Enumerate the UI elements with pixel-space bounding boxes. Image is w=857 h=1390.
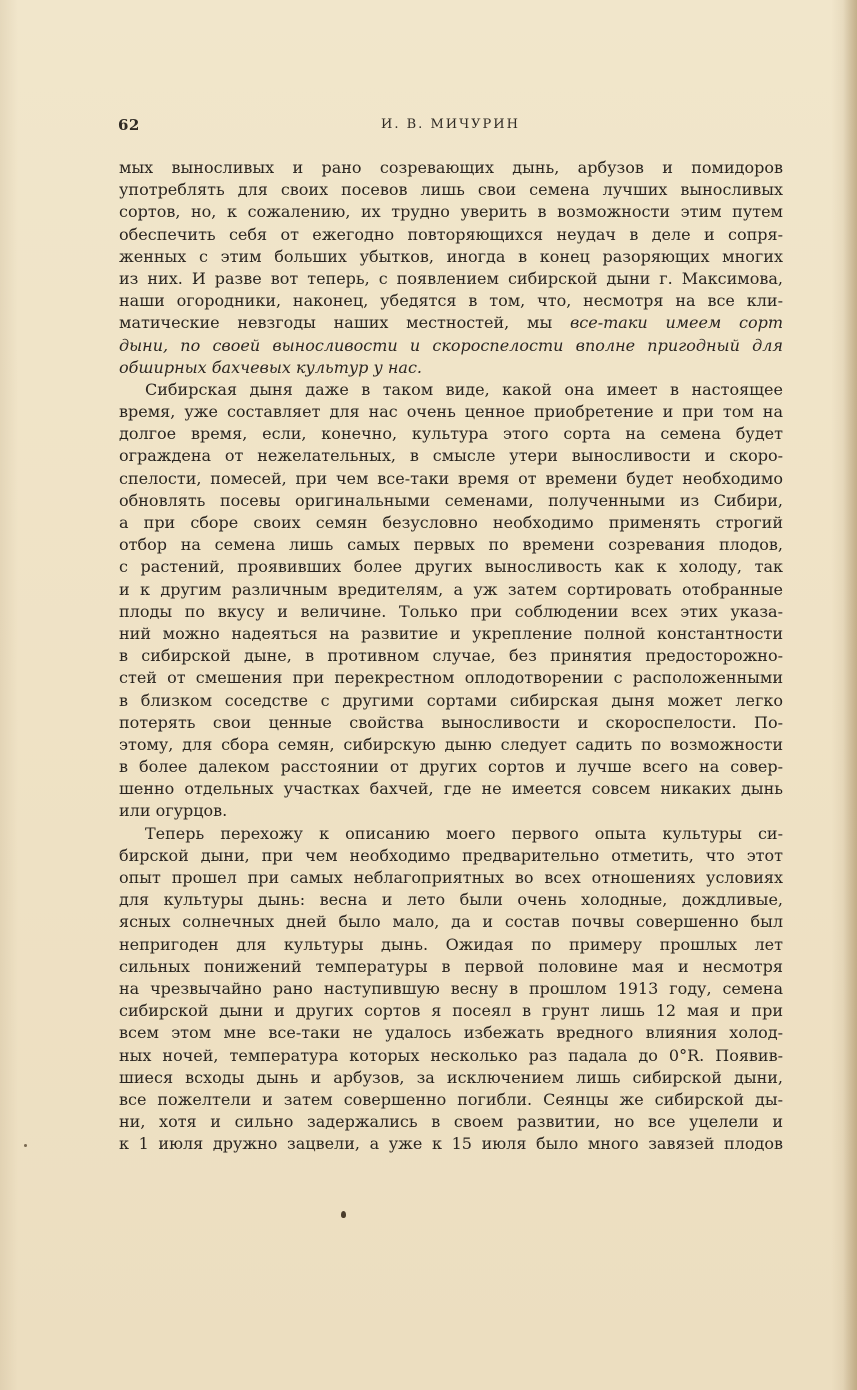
text-line: потерять свои ценные свойства выносливости и скороспелости. По- [119,712,783,732]
text-line: ограждена от нежелательных, в смысле утери выносливости и скоро- [119,446,783,466]
text-line: на чрезвычайно рано наступившую весну в прошлом 1913 году, семена [119,978,783,998]
running-head [118,114,783,138]
emphasis-span: все-таки имеем сорт [569,313,783,333]
text-line: сибирской дыни и других сортов я посеял в грунт лишь 12 мая и при [119,1001,783,1021]
text-line: непригоден для культуры дынь. Ожидая по примеру прошлых лет [119,934,783,954]
text-line: ясных солнечных дней было мало, да и состав почвы совершенно был [119,912,783,932]
text-line: с растений, проявивших более других выносливость как к холоду, так [119,557,783,577]
text-line: время, уже составляет для нас очень ценное приобретение и при том на [119,402,783,422]
page-number: 62 [118,116,140,134]
text-line-italic: дыни, по своей выносливости и скороспелости вполне пригодный для [119,335,783,355]
text-line: Теперь перехожу к описанию моего первого опыта культуры си- [145,823,783,843]
text-line: наши огородники, наконец, убедятся в том, что, несмотря на все кли- [119,291,783,311]
text-line: женных с этим больших убытков, иногда в конец разоряющих многих [119,246,783,266]
page-edge-shadow [843,0,857,1390]
text-line: в близком соседстве с другими сортами сибирская дыня может легко [119,690,783,710]
text-line: всем этом мне все-таки не удалось избежать вредного влияния холод- [119,1023,783,1043]
ink-speck [24,1144,27,1147]
text-line: употреблять для своих посевов лишь свои семена лучших выносливых [119,180,783,200]
text-line: шенно отдельных участках бахчей, где не имеется совсем никаких дынь [119,779,783,799]
text-line: или огурцов. [119,801,228,821]
text-line: из них. И разве вот теперь, с появлением сибирской дыни г. Максимова, [119,268,783,288]
text-line: бирской дыни, при чем необходимо предварительно отметить, что этот [119,845,783,865]
ink-speck [341,1211,346,1218]
text-line: все пожелтели и затем совершенно погибли. Сеянцы же сибирской ды- [119,1089,783,1109]
text-line: опыт прошел при самых неблагоприятных во всех отношениях условиях [119,868,783,887]
text-line: в сибирской дыне, в противном случае, без принятия предосторожно- [119,646,783,666]
text-line: шиеся всходы дынь и арбузов, за исключением лишь сибирской дыни, [119,1067,783,1087]
text-line: плоды по вкусу и величине. Только при соблюдении всех этих указа- [119,601,783,621]
text-line: спелости, помесей, при чем все-таки время от времени будет необходимо [119,468,783,488]
text-line: отбор на семена лишь самых первых по времени созревания плодов, [119,535,783,555]
running-head-author: И. В. МИЧУРИН [381,117,520,132]
text-line: в более далеком расстоянии от других сортов и лучше всего на совер- [119,757,783,777]
text-line: а при сборе своих семян безусловно необходимо применять строгий [119,513,783,532]
text-line: для культуры дынь: весна и лето были очень холодные, дождливые, [119,890,783,910]
text-span: матические невзгоды наших местностей, мы [119,313,570,333]
text-line: сильных понижений температуры в первой половине мая и несмотря [119,956,783,976]
text-line: ных ночей, температура которых несколько раз падала до 0°R. Появив- [119,1045,783,1065]
text-line: обеспечить себя от ежегодно повторяющихся неудач в деле и сопря- [119,224,783,244]
text-line-mixed [119,312,783,334]
text-line: и к другим различным вредителям, а уж затем сортировать отобранные [119,579,783,599]
text-line: ни, хотя и сильно задержались в своем развитии, но все уцелели и [119,1112,783,1132]
text-line-italic: обширных бахчевых культур у нас. [119,357,422,377]
text-line: сортов, но, к сожалению, их трудно уверить в возможности этим путем [119,202,783,222]
text-line: обновлять посевы оригинальными семенами, полученными из Сибири, [119,490,783,510]
text-line: к 1 июля дружно зацвели, а уже к 15 июля было много завязей плодов [119,1134,783,1154]
text-line: долгое время, если, конечно, культура этого сорта на семена будет [119,424,783,444]
text-line: Сибирская дыня даже в таком виде, какой она имеет в настоящее [145,379,783,399]
text-line: ний можно надеяться на развитие и укрепление полной константности [119,623,783,643]
text-line: стей от смешения при перекрестном оплодотворении с расположенными [119,668,783,688]
text-line: этому, для сбора семян, сибирскую дыню следует садить по возможности [119,734,783,754]
body-text [119,157,783,1155]
text-line: мых выносливых и рано созревающих дынь, арбузов и помидоров [119,158,783,177]
